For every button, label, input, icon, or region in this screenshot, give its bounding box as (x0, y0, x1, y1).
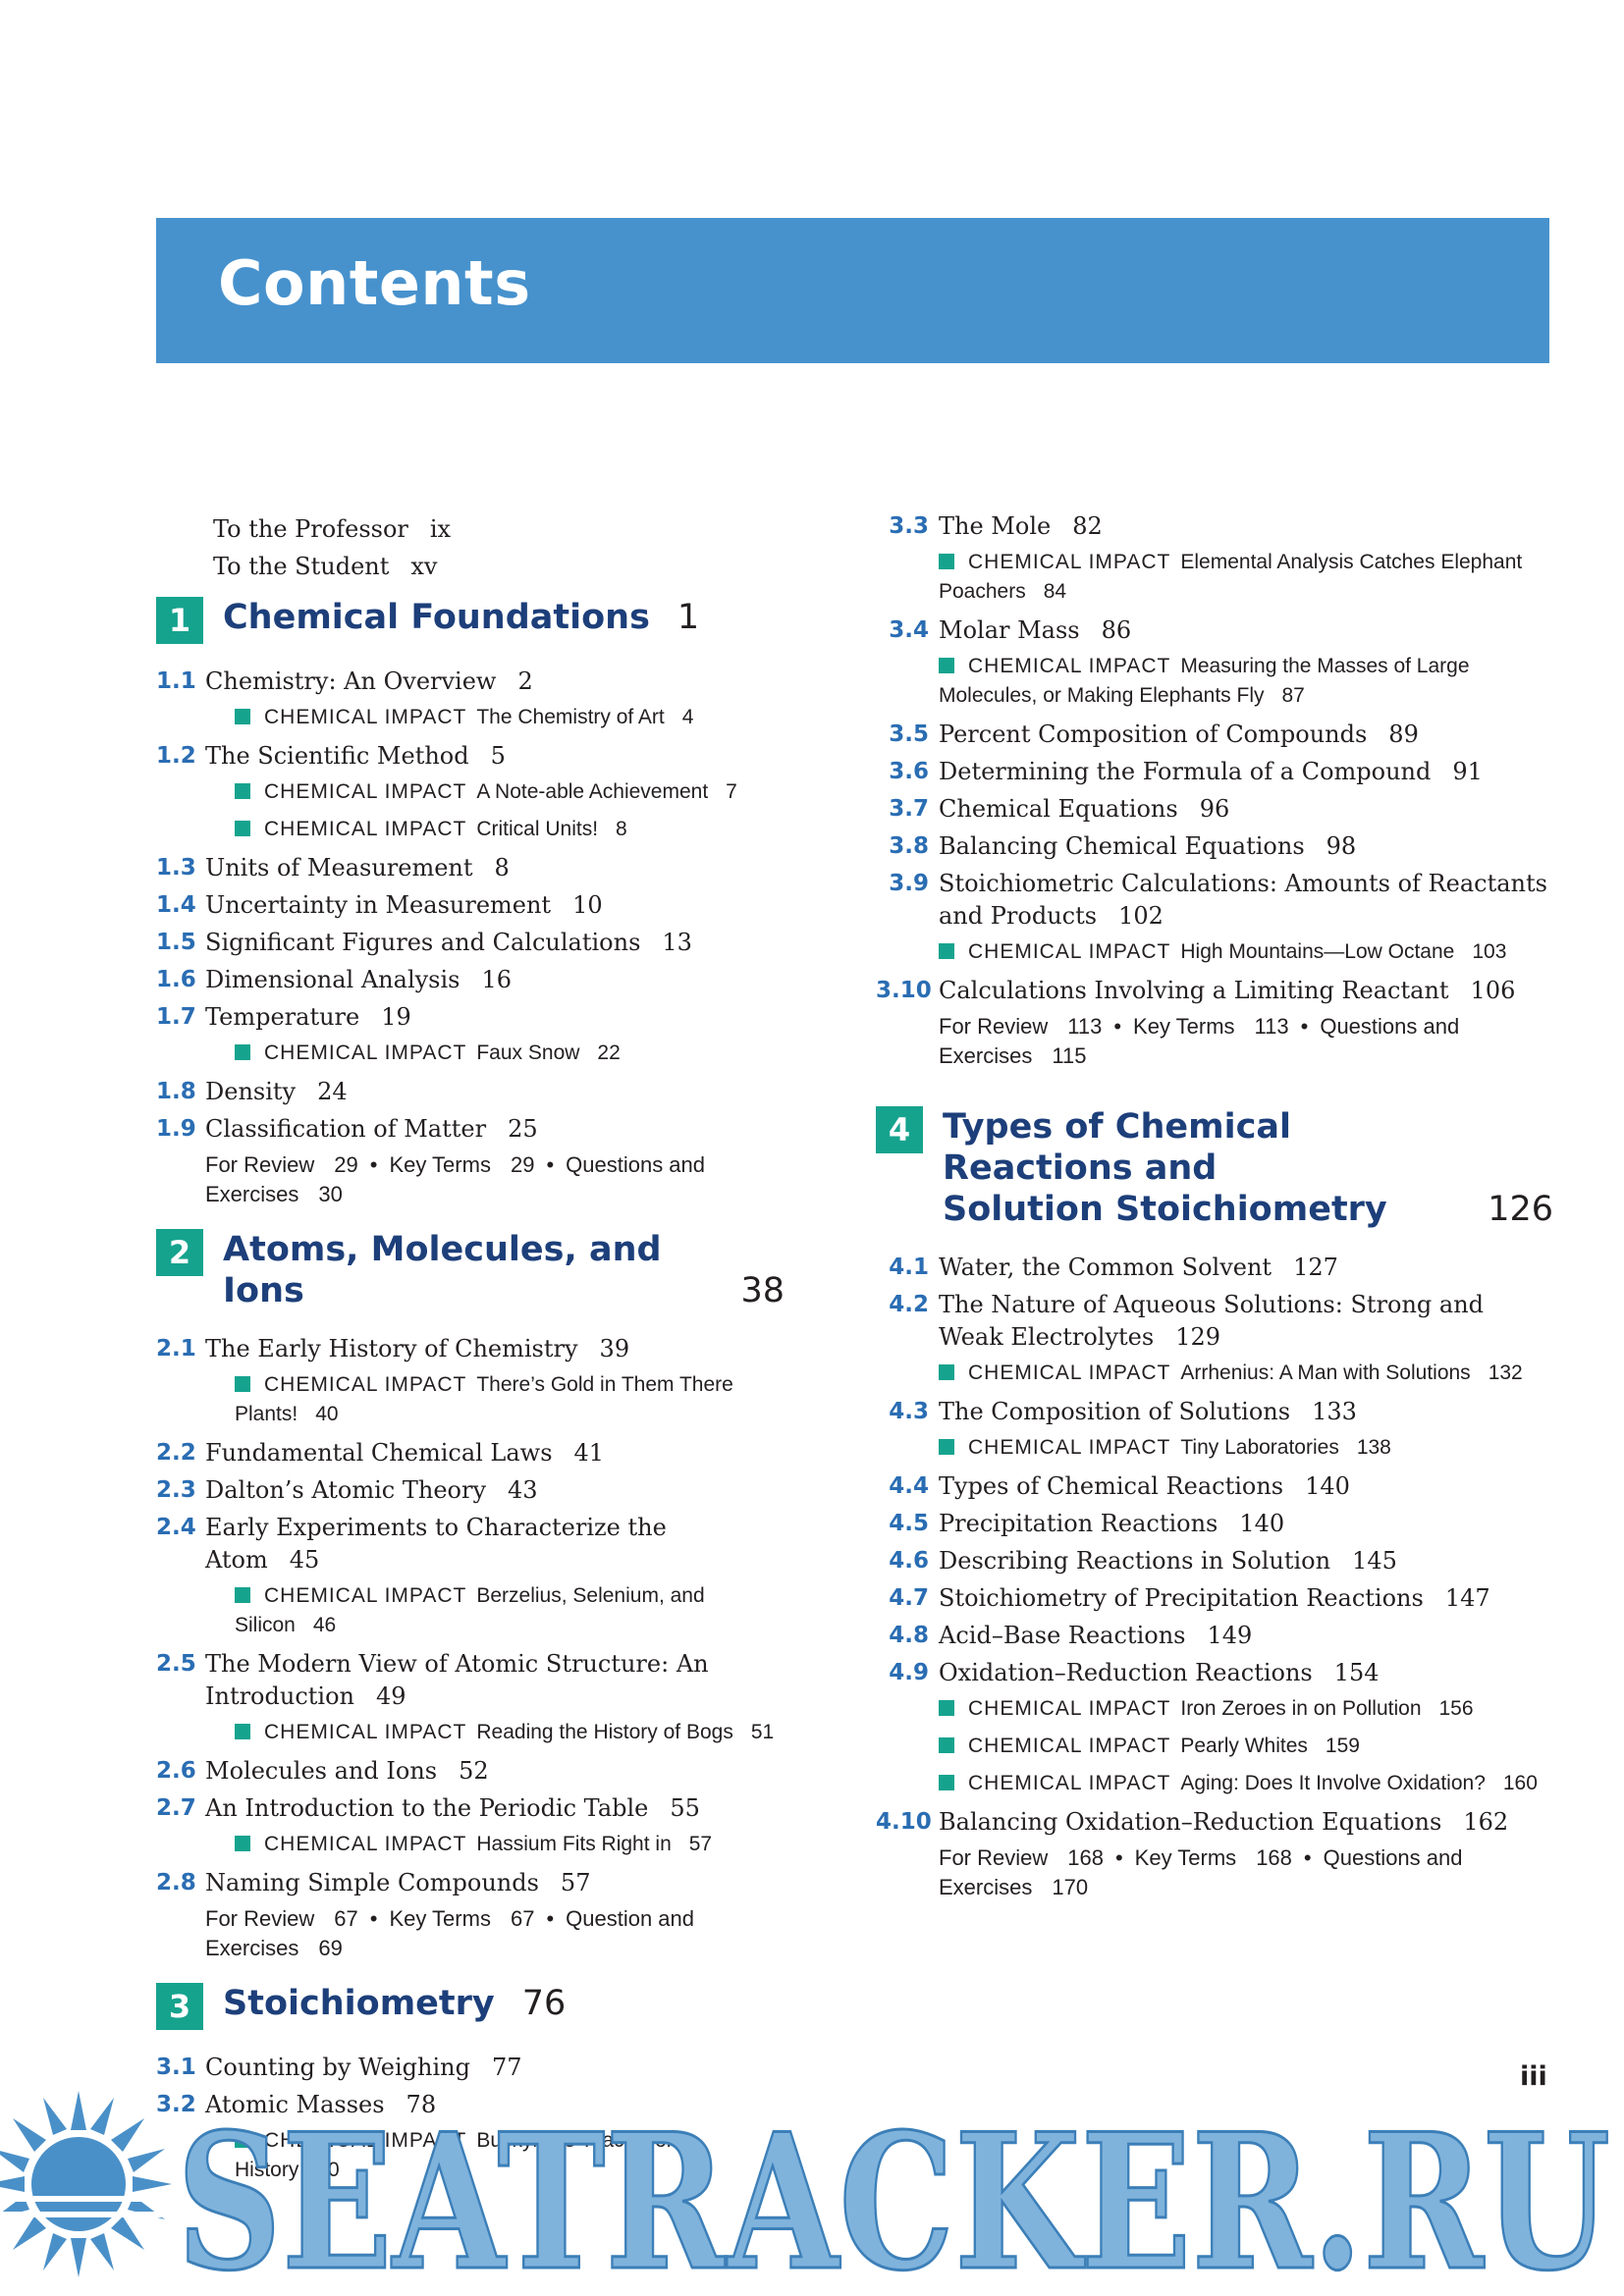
chapter-number-box: 2 (156, 1229, 203, 1276)
section-title: Temperature (205, 1003, 360, 1031)
section-number: 2.4 (156, 1515, 196, 1540)
section-title: Water, the Common Solvent (939, 1254, 1272, 1281)
section-entry[interactable] (876, 1470, 1553, 1503)
chapter-heading-1[interactable] (156, 597, 785, 644)
section-number: 2.7 (156, 1795, 196, 1821)
section-title: Atomic Masses (205, 2091, 385, 2118)
section-page: 162 (1463, 1808, 1509, 1836)
chemical-impact-entry[interactable] (876, 1694, 1553, 1724)
section-entry[interactable] (156, 666, 785, 698)
impact-label: CHEMICAL IMPACT (968, 1362, 1171, 1384)
section-title: Early Experiments to Characterize the Atom (205, 1514, 667, 1574)
chemical-impact-entry[interactable] (156, 1370, 785, 1429)
chapter-title: Atoms, Molecules, and Ions (223, 1230, 662, 1310)
impact-page: 87 (1281, 684, 1305, 707)
impact-label: CHEMICAL IMPACT (264, 1041, 467, 1064)
section-entry[interactable] (156, 1437, 785, 1469)
impact-page: 159 (1325, 1735, 1360, 1757)
impact-label: CHEMICAL IMPACT (264, 1584, 467, 1607)
impact-title: Tiny Laboratories (1180, 1436, 1339, 1459)
section-entry[interactable] (156, 1076, 785, 1108)
section-title: The Early History of Chemistry (205, 1335, 578, 1362)
section-entry[interactable] (876, 614, 1553, 647)
section-number: 1.2 (156, 743, 196, 769)
section-number: 4.2 (889, 1292, 929, 1317)
impact-title: High Mountains—Low Octane (1180, 940, 1455, 963)
impact-title: The Chemistry of Art (476, 706, 665, 728)
impact-page: 4 (681, 706, 694, 728)
impact-label: CHEMICAL IMPACT (968, 551, 1171, 573)
section-entry[interactable] (876, 1289, 1553, 1354)
section-title: Types of Chemical Reactions (939, 1472, 1284, 1500)
impact-label: CHEMICAL IMPACT (264, 780, 467, 803)
section-number: 1.7 (156, 1004, 196, 1030)
impact-title: Arrhenius: A Man with Solutions (1180, 1362, 1471, 1384)
section-number: 2.3 (156, 1477, 196, 1503)
section-entry[interactable] (876, 719, 1553, 751)
right-column (876, 510, 1553, 1922)
impact-page: 40 (315, 1403, 339, 1425)
chemical-impact-entry[interactable] (876, 1433, 1553, 1463)
section-page: 57 (560, 1869, 591, 1896)
section-entry[interactable] (876, 793, 1553, 826)
chemical-impact-entry[interactable] (156, 1039, 785, 1068)
section-page: 140 (1305, 1472, 1350, 1500)
section-title: Dalton’s Atomic Theory (205, 1476, 487, 1504)
chemical-impact-entry[interactable] (156, 1830, 785, 1859)
section-page: 24 (317, 1078, 348, 1105)
watermark-logo (0, 2081, 1624, 2296)
chapter-4-entries (876, 1252, 1553, 1839)
chapter-1-entries (156, 666, 785, 1146)
chemical-impact-entry[interactable] (156, 1581, 785, 1640)
chapter-3-entries-continued (876, 510, 1553, 1007)
section-entry[interactable] (156, 1113, 785, 1146)
chapter-number-box: 3 (156, 1983, 203, 2030)
section-page: 98 (1326, 832, 1357, 860)
review-line[interactable]: For Review 67 • Key Terms 67 • Question and Exercises 69 (205, 1906, 695, 1960)
square-bullet-icon (939, 658, 954, 673)
impact-page: 8 (616, 818, 627, 840)
impact-title: Pearly Whites (1180, 1735, 1308, 1757)
impact-label: CHEMICAL IMPACT (264, 1373, 467, 1396)
chapter-page: 126 (1488, 1190, 1553, 1229)
section-title: Chemical Equations (939, 795, 1178, 823)
square-bullet-icon (235, 821, 250, 836)
impact-title: Measuring the Masses of Large Molecules, or Making Elephants Fly (939, 655, 1470, 707)
chemical-impact-entry[interactable] (156, 815, 785, 844)
section-number: 3.6 (889, 759, 929, 784)
section-title: Determining the Formula of a Compound (939, 758, 1432, 785)
impact-page: 51 (750, 1721, 775, 1743)
section-entry[interactable] (156, 740, 785, 773)
impact-page: 132 (1488, 1362, 1523, 1384)
section-number: 4.7 (889, 1585, 929, 1611)
section-page: 96 (1199, 795, 1230, 823)
section-page: 147 (1444, 1584, 1490, 1612)
chapter-number-box: 1 (156, 597, 203, 644)
square-bullet-icon (235, 783, 250, 799)
page-number: iii (1520, 2061, 1547, 2092)
chemical-impact-entry[interactable] (876, 1359, 1553, 1388)
section-number: 4.6 (889, 1548, 929, 1574)
impact-title: Faux Snow (476, 1041, 580, 1064)
section-number: 4.9 (889, 1660, 929, 1685)
impact-label: CHEMICAL IMPACT (264, 706, 467, 728)
square-bullet-icon (939, 1439, 954, 1455)
impact-title: Berzelius, Selenium, and Silicon (235, 1584, 705, 1636)
section-entry[interactable] (156, 1648, 785, 1713)
square-bullet-icon (939, 1775, 954, 1790)
impact-title: Hassium Fits Right in (476, 1833, 672, 1855)
square-bullet-icon (235, 1724, 250, 1739)
section-page: 8 (494, 854, 510, 881)
section-entry[interactable] (156, 1512, 785, 1576)
section-number: 4.4 (889, 1473, 929, 1499)
section-page: 145 (1352, 1547, 1397, 1575)
impact-title: Elemental Analysis Catches Elephant Poachers (939, 551, 1523, 603)
impact-page: 160 (1502, 1772, 1538, 1794)
section-entry[interactable] (876, 1508, 1553, 1540)
section-page: 154 (1333, 1659, 1380, 1686)
section-entry[interactable] (156, 1755, 785, 1788)
chemical-impact-entry[interactable] (876, 652, 1553, 711)
section-title: Describing Reactions in Solution (939, 1547, 1331, 1575)
section-number: 2.1 (156, 1336, 196, 1362)
section-page: 39 (599, 1335, 630, 1362)
section-page: 78 (406, 2091, 437, 2118)
section-number: 2.8 (156, 1870, 196, 1896)
section-title: The Nature of Aqueous Solutions: Strong and Weak Electrolytes (939, 1291, 1485, 1351)
section-page: 5 (490, 742, 506, 770)
square-bullet-icon (939, 1364, 954, 1380)
square-bullet-icon (235, 1376, 250, 1392)
section-entry[interactable] (156, 852, 785, 884)
section-page: 89 (1388, 721, 1419, 748)
section-page: 45 (289, 1546, 320, 1574)
section-title: Precipitation Reactions (939, 1510, 1218, 1537)
impact-title: Buckyballs Teach Some History (235, 2129, 695, 2181)
section-page: 106 (1470, 977, 1516, 1004)
section-entry[interactable] (876, 975, 1553, 1007)
impact-title: Aging: Does It Involve Oxidation? (1180, 1772, 1486, 1794)
section-entry[interactable] (876, 1252, 1553, 1284)
section-number: 4.5 (889, 1511, 929, 1536)
section-entry[interactable] (156, 1867, 785, 1899)
section-number: 3.3 (889, 513, 929, 539)
chapter-title: Chemical Foundations (223, 598, 650, 637)
section-page: 91 (1452, 758, 1483, 785)
section-page: 77 (491, 2054, 522, 2081)
impact-label: CHEMICAL IMPACT (968, 1735, 1171, 1757)
page-title: Contents (218, 247, 531, 319)
square-bullet-icon (235, 1044, 250, 1060)
section-number: 1.3 (156, 855, 196, 881)
left-column (156, 510, 785, 2193)
section-entry[interactable] (156, 1333, 785, 1365)
section-title: Molar Mass (939, 616, 1080, 644)
section-title: Oxidation–Reduction Reactions (939, 1659, 1313, 1686)
section-page: 102 (1118, 902, 1164, 930)
section-entry[interactable] (876, 756, 1553, 788)
section-page: 129 (1175, 1323, 1221, 1351)
front-matter-item[interactable]: To the Professor ix (213, 515, 452, 543)
section-number: 1.1 (156, 668, 196, 694)
section-title: Molecules and Ions (205, 1757, 438, 1785)
chemical-impact-entry[interactable] (156, 703, 785, 732)
section-number: 4.3 (889, 1399, 929, 1424)
chapter-2-entries (156, 1333, 785, 1899)
section-entry[interactable] (876, 1657, 1553, 1689)
section-title: The Mole (939, 512, 1052, 540)
section-number: 4.1 (889, 1255, 929, 1280)
section-number: 1.8 (156, 1079, 196, 1104)
section-title: The Composition of Solutions (939, 1398, 1291, 1425)
section-entry[interactable] (876, 868, 1553, 933)
impact-page: 156 (1438, 1697, 1474, 1720)
section-number: 2.2 (156, 1440, 196, 1466)
chemical-impact-entry[interactable] (876, 548, 1553, 607)
square-bullet-icon (235, 1836, 250, 1851)
section-entry[interactable] (876, 1806, 1553, 1839)
section-number: 1.5 (156, 930, 196, 955)
section-entry[interactable] (876, 510, 1553, 543)
section-number: 3.10 (876, 978, 932, 1003)
sun-icon (0, 2091, 177, 2277)
section-title: Balancing Chemical Equations (939, 832, 1305, 860)
impact-label: CHEMICAL IMPACT (968, 1436, 1171, 1459)
section-title: Calculations Involving a Limiting Reactant (939, 977, 1449, 1004)
impact-label: CHEMICAL IMPACT (264, 2129, 467, 2152)
section-page: 49 (376, 1682, 406, 1710)
section-entry[interactable] (156, 1792, 785, 1825)
chapter-page: 1 (677, 598, 700, 637)
chapter-heading-2[interactable] (156, 1229, 785, 1311)
impact-title: A Note-able Achievement (476, 780, 709, 803)
section-number: 3.5 (889, 721, 929, 747)
section-page: 86 (1101, 616, 1132, 644)
square-bullet-icon (939, 1700, 954, 1716)
section-entry[interactable] (156, 1474, 785, 1507)
chapter-heading-3[interactable] (156, 1983, 785, 2030)
section-entry[interactable] (876, 830, 1553, 863)
section-page: 52 (459, 1757, 489, 1785)
impact-label: CHEMICAL IMPACT (264, 1833, 467, 1855)
section-title: Percent Composition of Compounds (939, 721, 1368, 748)
section-page: 43 (508, 1476, 538, 1504)
section-page: 127 (1293, 1254, 1338, 1281)
chemical-impact-entry[interactable] (876, 937, 1553, 967)
chemical-impact-entry[interactable] (876, 1769, 1553, 1798)
impact-page: 103 (1472, 940, 1507, 963)
front-matter-item[interactable]: To the Student xv (213, 553, 438, 580)
square-bullet-icon (939, 943, 954, 959)
section-entry[interactable] (156, 964, 785, 996)
section-title: Fundamental Chemical Laws (205, 1439, 553, 1467)
section-number: 3.4 (889, 617, 929, 643)
section-number: 3.7 (889, 796, 929, 822)
section-page: 2 (517, 667, 533, 695)
section-entry[interactable] (876, 1582, 1553, 1615)
section-title: Balancing Oxidation–Reduction Equations (939, 1808, 1442, 1836)
section-entry[interactable] (156, 2052, 785, 2084)
impact-label: CHEMICAL IMPACT (264, 818, 467, 840)
impact-page: 138 (1356, 1436, 1391, 1459)
section-title: Acid–Base Reactions (939, 1622, 1186, 1649)
square-bullet-icon (235, 709, 250, 724)
impact-page: 57 (688, 1833, 713, 1855)
section-entry[interactable] (876, 1396, 1553, 1428)
section-entry[interactable] (156, 889, 785, 922)
chemical-impact-entry[interactable] (876, 1732, 1553, 1761)
chemical-impact-entry[interactable] (156, 777, 785, 807)
chemical-impact-entry[interactable] (156, 1718, 785, 1747)
impact-page: 84 (1043, 580, 1067, 603)
section-entry[interactable] (876, 1620, 1553, 1652)
review-line[interactable]: For Review 168 • Key Terms 168 • Questions and Exercises 170 (939, 1845, 1463, 1899)
impact-page: 46 (312, 1614, 337, 1636)
section-title: Units of Measurement (205, 854, 473, 881)
section-title: The Modern View of Atomic Structure: An Introduction (205, 1650, 709, 1710)
section-number: 2.6 (156, 1758, 196, 1784)
section-page: 140 (1239, 1510, 1285, 1537)
chapter-number-box: 4 (876, 1106, 923, 1153)
section-page: 82 (1072, 512, 1103, 540)
section-page: 133 (1312, 1398, 1357, 1425)
impact-page: 22 (597, 1041, 621, 1064)
section-number: 4.10 (876, 1809, 932, 1835)
section-title: Classification of Matter (205, 1115, 487, 1143)
section-page: 16 (481, 966, 513, 993)
square-bullet-icon (939, 1737, 954, 1753)
impact-page: 80 (316, 2159, 340, 2181)
section-number: 2.5 (156, 1651, 196, 1677)
watermark-text: SEATRACKER.RU (177, 2093, 1610, 2296)
section-title: Uncertainty in Measurement (205, 891, 552, 919)
impact-label: CHEMICAL IMPACT (968, 1697, 1171, 1720)
impact-title: Iron Zeroes in on Pollution (1180, 1697, 1422, 1720)
section-number: 3.1 (156, 2055, 196, 2080)
impact-title: There’s Gold in Them There Plants! (235, 1373, 733, 1425)
section-title: An Introduction to the Periodic Table (205, 1794, 649, 1822)
impact-label: CHEMICAL IMPACT (968, 655, 1171, 677)
section-title: Density (205, 1078, 297, 1105)
section-title: The Scientific Method (205, 742, 469, 770)
section-entry[interactable] (156, 1001, 785, 1034)
section-title: Dimensional Analysis (205, 966, 460, 993)
section-number: 3.9 (889, 871, 929, 896)
section-page: 55 (670, 1794, 700, 1822)
chapter-page: 76 (521, 1984, 567, 2023)
section-page: 10 (572, 891, 603, 919)
section-number: 1.9 (156, 1116, 196, 1142)
impact-page: 7 (726, 780, 737, 803)
section-page: 41 (573, 1439, 605, 1467)
chapter-title: Types of Chemical Reactions and Solution Stoichiometry (943, 1107, 1387, 1229)
chapter-heading-4[interactable] (876, 1106, 1553, 1230)
square-bullet-icon (939, 554, 954, 569)
section-number: 4.8 (889, 1623, 929, 1648)
section-entry[interactable] (156, 927, 785, 959)
section-title: Chemistry: An Overview (205, 667, 497, 695)
section-number: 3.8 (889, 833, 929, 859)
impact-label: CHEMICAL IMPACT (264, 1721, 467, 1743)
impact-title: Reading the History of Bogs (476, 1721, 733, 1743)
impact-label: CHEMICAL IMPACT (968, 940, 1171, 963)
section-title: Naming Simple Compounds (205, 1869, 539, 1896)
section-title: Stoichiometry of Precipitation Reactions (939, 1584, 1424, 1612)
section-page: 19 (381, 1003, 411, 1031)
section-title: Counting by Weighing (205, 2054, 470, 2081)
section-title: Significant Figures and Calculations (205, 929, 641, 956)
impact-label: CHEMICAL IMPACT (968, 1772, 1171, 1794)
section-page: 13 (662, 929, 692, 956)
chapter-page: 38 (740, 1271, 785, 1310)
section-number: 1.4 (156, 892, 196, 918)
chapter-title: Stoichiometry (223, 1984, 495, 2023)
section-page: 149 (1207, 1622, 1253, 1649)
section-title: Stoichiometric Calculations: Amounts of Reactants and Products (939, 870, 1547, 930)
contents-banner (156, 218, 1549, 363)
section-number: 3.2 (156, 2092, 196, 2117)
review-line[interactable]: For Review 29 • Key Terms 29 • Questions and Exercises 30 (205, 1152, 706, 1206)
impact-title: Critical Units! (476, 818, 599, 840)
section-number: 1.6 (156, 967, 196, 992)
square-bullet-icon (235, 1587, 250, 1603)
review-line[interactable]: For Review 113 • Key Terms 113 • Questions and Exercises 115 (939, 1014, 1460, 1068)
section-entry[interactable] (876, 1545, 1553, 1577)
section-page: 25 (508, 1115, 538, 1143)
